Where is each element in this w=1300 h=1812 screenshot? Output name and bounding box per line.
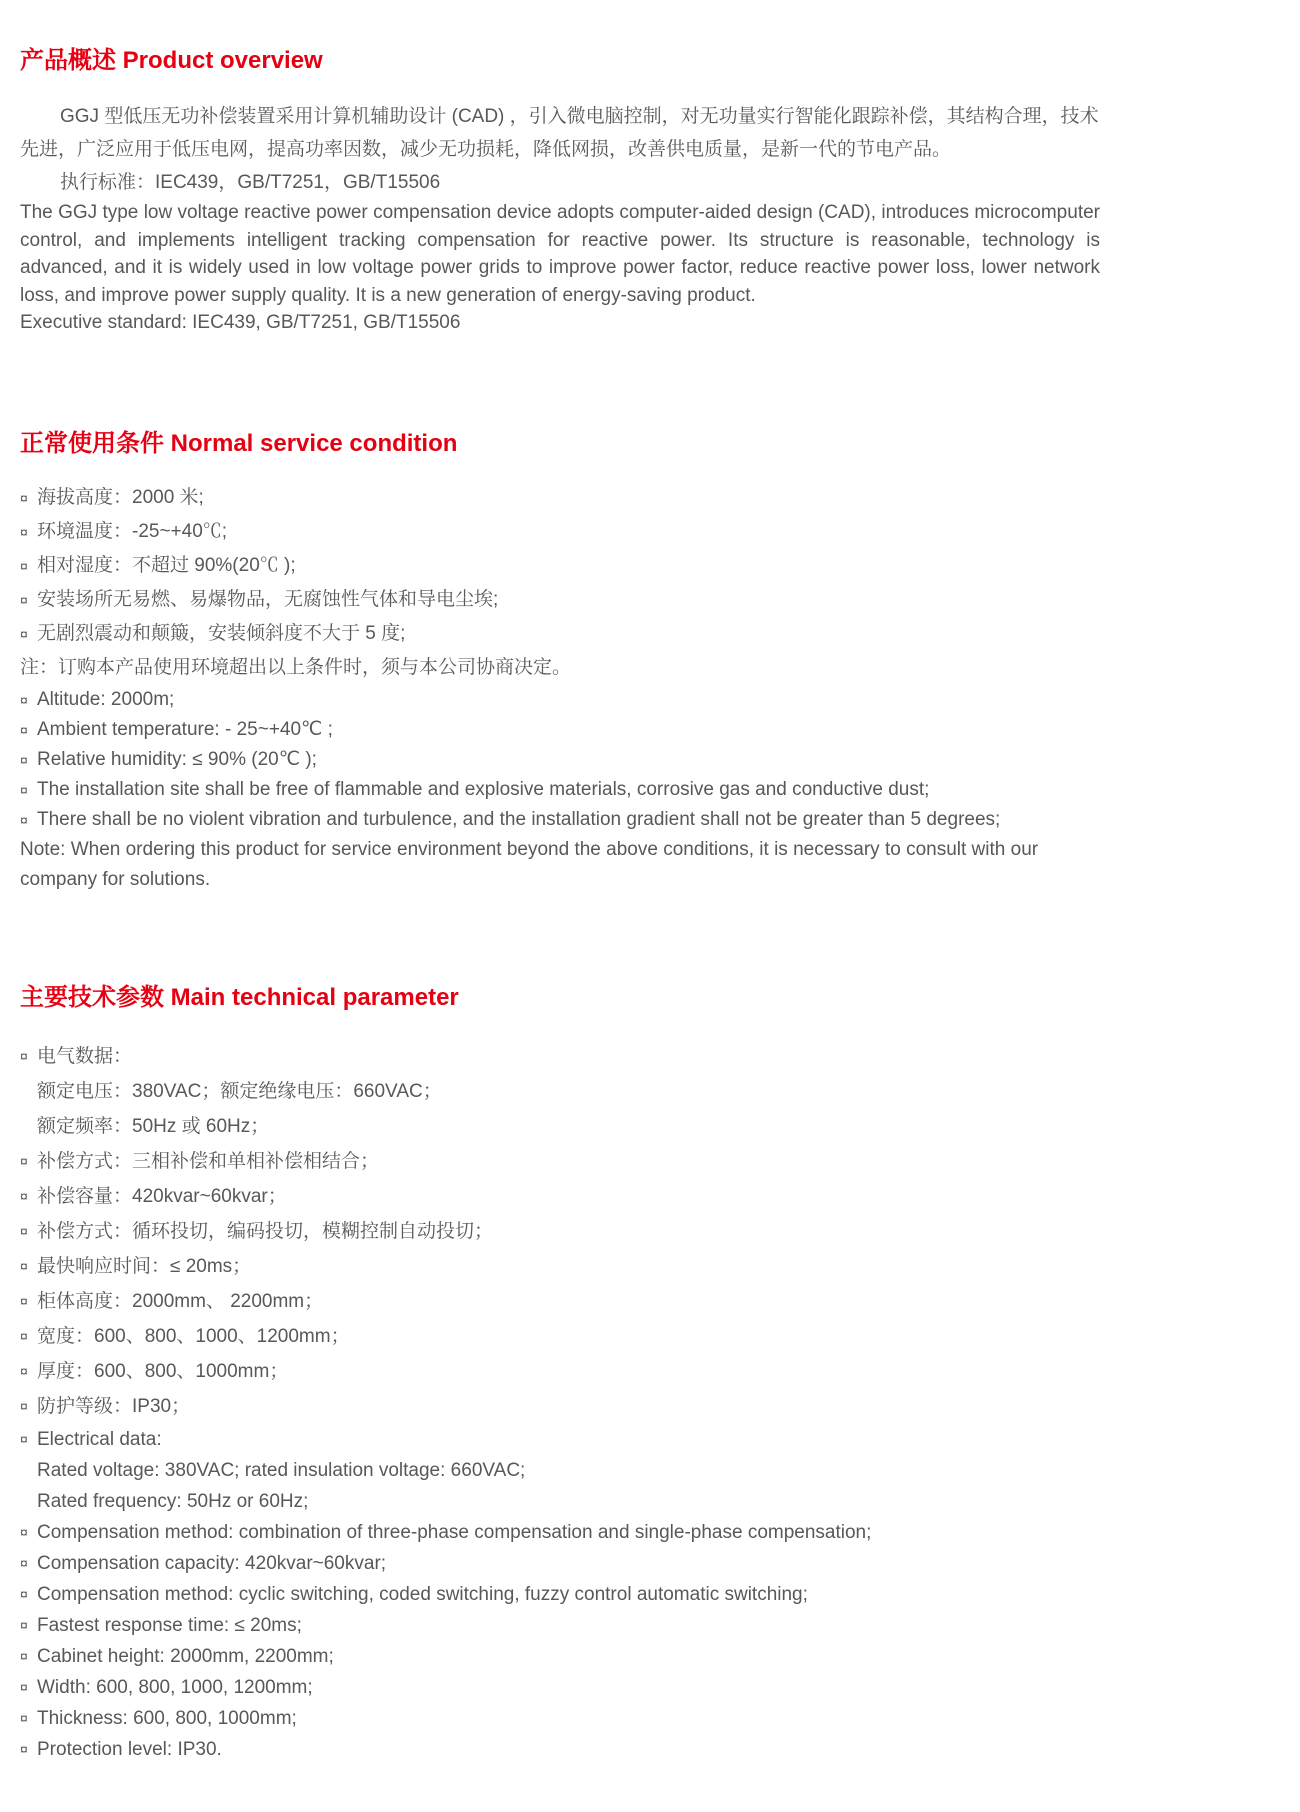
service-item-zh <box>20 549 1100 583</box>
tech-item-text: 额定电压：380VAC；额定绝缘电压：660VAC； <box>37 1080 442 1102</box>
overview-standard-zh: 执行标准：IEC439，GB/T7251，GB/T15506 <box>60 172 441 193</box>
service-item-text: Ambient temperature: - 25~+40℃ ; <box>37 718 333 740</box>
bullet-icon: ¤ <box>20 1523 28 1540</box>
tech-item-en <box>20 1734 1100 1765</box>
tech-item-text: Compensation method: cyclic switching, coded switching, fuzzy control automatic switching; <box>37 1583 808 1605</box>
tech-item-en <box>20 1703 1100 1734</box>
service-item-text: Relative humidity: ≤ 90% (20℃ ); <box>37 748 317 770</box>
bullet-icon: ¤ <box>20 1292 28 1309</box>
tech-item-text: 宽度：600、800、1000、1200mm； <box>37 1325 350 1347</box>
bullet-icon: ¤ <box>20 1152 28 1169</box>
service-condition-list <box>20 481 1100 895</box>
bullet-icon: ¤ <box>20 1187 28 1204</box>
bullet-icon: ¤ <box>20 1616 28 1633</box>
tech-item-en <box>20 1517 1100 1548</box>
tech-item-zh <box>20 1249 1100 1284</box>
tech-item-text: 最快响应时间：≤ 20ms； <box>37 1255 252 1277</box>
bullet-icon: ¤ <box>20 691 28 708</box>
bullet-icon: ¤ <box>20 811 28 828</box>
tech-item-text: 厚度：600、800、1000mm； <box>37 1360 289 1382</box>
bullet-icon: ¤ <box>20 625 28 642</box>
tech-item-zh <box>20 1109 1100 1144</box>
bullet-icon: ¤ <box>20 1362 28 1379</box>
tech-item-text: 补偿方式：三相补偿和单相补偿相结合； <box>37 1150 380 1172</box>
tech-item-zh <box>20 1144 1100 1179</box>
tech-item-zh <box>20 1319 1100 1354</box>
service-section-heading: 正常使用条件 Normal service condition <box>20 429 458 457</box>
bullet-icon: ¤ <box>20 1585 28 1602</box>
tech-item-en <box>20 1610 1100 1641</box>
bullet-icon: ¤ <box>20 751 28 768</box>
tech-item-text: Electrical data: <box>37 1428 162 1450</box>
tech-item-text: Compensation capacity: 420kvar~60kvar; <box>37 1552 387 1574</box>
tech-item-text: Cabinet height: 2000mm, 2200mm; <box>37 1645 334 1667</box>
tech-item-text: 额定频率：50Hz 或 60Hz； <box>37 1115 270 1137</box>
bullet-icon: ¤ <box>20 557 28 574</box>
service-item-text: 安装场所无易燃、易爆物品，无腐蚀性气体和导电尘埃; <box>37 588 499 610</box>
tech-item-text: Width: 600, 800, 1000, 1200mm; <box>37 1676 313 1698</box>
tech-item-zh <box>20 1214 1100 1249</box>
tech-item-text: 补偿方式：循环投切，编码投切，模糊控制自动投切； <box>37 1220 494 1242</box>
service-item-en <box>20 715 1100 745</box>
bullet-icon: ¤ <box>20 1257 28 1274</box>
tech-item-text: Thickness: 600, 800, 1000mm; <box>37 1707 297 1729</box>
tech-item-zh <box>20 1074 1100 1109</box>
bullet-icon: ¤ <box>20 1647 28 1664</box>
tech-item-text: 补偿容量：420kvar~60kvar； <box>37 1185 287 1207</box>
tech-item-text: 电气数据： <box>37 1045 133 1067</box>
bullet-icon: ¤ <box>20 1222 28 1239</box>
tech-item-en <box>20 1424 1100 1455</box>
bullet-icon: ¤ <box>20 721 28 738</box>
service-item-en <box>20 805 1100 835</box>
tech-item-text: Rated voltage: 380VAC; rated insulation voltage: 660VAC; <box>37 1459 526 1481</box>
tech-item-zh <box>20 1039 1100 1074</box>
service-item-text: 相对湿度：不超过 90%(20℃ ); <box>37 554 296 576</box>
tech-item-en <box>20 1548 1100 1579</box>
service-item-text: 环境温度：-25~+40℃; <box>37 520 228 542</box>
overview-paragraph-en: The GGJ type low voltage reactive power compensation device adopts computer-aided design (CAD), introduces microcomputer control, and implements intelligent tracking compensation for reactive power. Its structure is reasonable, technology is advanced, and it is widely used in low voltage power grids to improve power factor, reduce reactive power loss, lower network loss, and improve power supply quality. It is a new generation of energy-saving product. <box>20 202 1100 306</box>
service-item-zh <box>20 617 1100 651</box>
tech-item-text: Rated frequency: 50Hz or 60Hz; <box>37 1490 309 1512</box>
service-item-text: 无剧烈震动和颠簸，安装倾斜度不大于 5 度; <box>37 622 406 644</box>
bullet-icon: ¤ <box>20 1740 28 1757</box>
bullet-icon: ¤ <box>20 1709 28 1726</box>
bullet-icon: ¤ <box>20 1554 28 1571</box>
tech-item-zh <box>20 1389 1100 1424</box>
service-item-text: There shall be no violent vibration and turbulence, and the installation gradient shall not be greater than 5 degrees; <box>37 808 1001 830</box>
tech-item-text: Fastest response time: ≤ 20ms; <box>37 1614 302 1636</box>
service-item-en <box>20 685 1100 715</box>
tech-item-en <box>20 1641 1100 1672</box>
service-item-text: The installation site shall be free of flammable and explosive materials, corrosive gas and conductive dust; <box>37 778 930 800</box>
overview-standard-en: Executive standard: IEC439, GB/T7251, GB/T15506 <box>20 312 461 333</box>
bullet-icon: ¤ <box>20 1678 28 1695</box>
tech-item-en <box>20 1672 1100 1703</box>
tech-item-text: 柜体高度：2000mm、 2200mm； <box>37 1290 324 1312</box>
tech-item-text: 防护等级：IP30； <box>37 1395 191 1417</box>
service-item-zh <box>20 481 1100 515</box>
tech-item-en <box>20 1455 1100 1486</box>
tech-item-zh <box>20 1284 1100 1319</box>
technical-parameter-list <box>20 1039 1100 1765</box>
overview-paragraph-zh: GGJ 型低压无功补偿装置采用计算机辅助设计 (CAD) ，引入微电脑控制，对无功量实行智能化跟踪补偿，其结构合理，技术先进，广泛应用于低压电网，提高功率因数，减少无功损耗，降低网损，改善供电质量，是新一代的节电产品。 <box>20 106 1099 160</box>
service-item-text: 海拔高度：2000 米; <box>37 486 204 508</box>
service-note-zh: 注：订购本产品使用环境超出以上条件时，须与本公司协商决定。 <box>20 656 572 678</box>
bullet-icon: ¤ <box>20 523 28 540</box>
tech-item-en <box>20 1486 1100 1517</box>
tech-item-text: Protection level: IP30. <box>37 1738 222 1760</box>
bullet-icon: ¤ <box>20 1327 28 1344</box>
bullet-icon: ¤ <box>20 591 28 608</box>
bullet-icon: ¤ <box>20 1047 28 1064</box>
service-item-text: Altitude: 2000m; <box>37 688 175 710</box>
bullet-icon: ¤ <box>20 1397 28 1414</box>
service-item-zh <box>20 583 1100 617</box>
bullet-icon: ¤ <box>20 781 28 798</box>
tech-item-zh <box>20 1179 1100 1214</box>
service-note-en: Note: When ordering this product for service environment beyond the above conditions, it is necessary to consult with our company for solutions. <box>20 838 1039 890</box>
tech-item-zh <box>20 1354 1100 1389</box>
tech-item-text: Compensation method: combination of three-phase compensation and single-phase compensation; <box>37 1521 872 1543</box>
service-item-zh <box>20 515 1100 549</box>
overview-section-heading: 产品概述 Product overview <box>20 47 323 74</box>
bullet-icon: ¤ <box>20 489 28 506</box>
technical-section-heading: 主要技术参数 Main technical parameter <box>20 983 459 1011</box>
service-item-en <box>20 775 1100 805</box>
tech-item-en <box>20 1579 1100 1610</box>
bullet-icon: ¤ <box>20 1430 28 1447</box>
service-item-en <box>20 745 1100 775</box>
